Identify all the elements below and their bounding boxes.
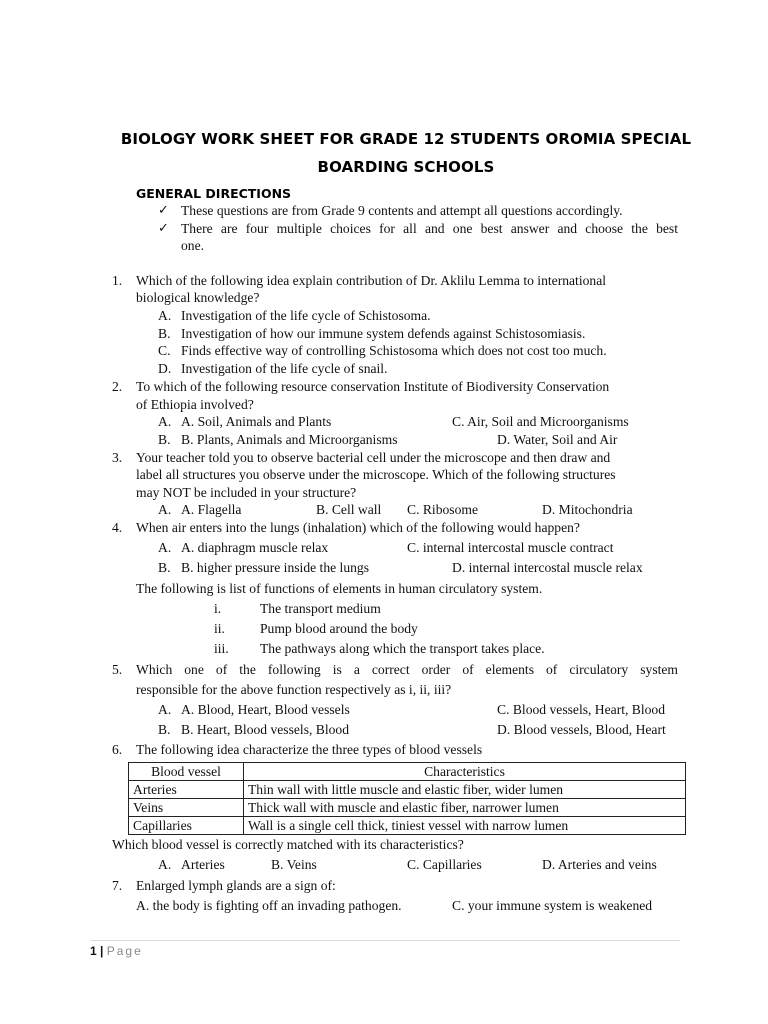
roman-numeral: ii. [214, 621, 225, 636]
question-number: 4. [112, 520, 123, 535]
option-letter: A. [158, 540, 172, 555]
option-text: D. Blood vessels, Blood, Heart [497, 722, 666, 737]
option-text: B. higher pressure inside the lungs [181, 560, 370, 575]
footer-divider [90, 940, 680, 941]
page-footer [90, 943, 143, 961]
option-text: D. Water, Soil and Air [497, 432, 618, 447]
worksheet-title-line2: BOARDING SCHOOLS [317, 158, 495, 176]
option-letter: D. [158, 361, 172, 376]
function-item: The pathways along which the transport takes place. [260, 641, 545, 656]
table-row [129, 781, 686, 799]
question-number: 1. [112, 273, 123, 288]
question-1-text-cont: biological knowledge? [136, 290, 260, 305]
option-letter: B. [158, 432, 171, 447]
direction-item: There are four multiple choices for all and one best answer and choose the best [181, 221, 678, 236]
option-text: D. internal intercostal muscle relax [452, 560, 643, 575]
option-letter: B. [158, 722, 171, 737]
question-number: 2. [112, 379, 123, 394]
option-text: C. internal intercostal muscle contract [407, 540, 614, 555]
option-text: C. your immune system is weakened [452, 898, 653, 913]
table-row [129, 799, 686, 817]
direction-item-continued: one. [181, 238, 205, 253]
question-3-text: Your teacher told you to observe bacterial cell under the microscope and then draw and [136, 450, 611, 465]
question-3-text-cont: may NOT be included in your structure? [136, 485, 357, 500]
question-5-text-cont: responsible for the above function respectively as i, ii, iii? [136, 682, 452, 697]
option-text: D. Mitochondria [542, 502, 633, 517]
table-cell: Capillaries [129, 817, 244, 835]
table-cell: Arteries [129, 781, 244, 799]
option-text: Investigation of how our immune system defends against Schistosomiasis. [181, 326, 586, 341]
function-item: The transport medium [260, 601, 381, 616]
option-text: Finds effective way of controlling Schistosoma which does not cost too much. [181, 343, 607, 358]
check-icon: ✓ [158, 221, 169, 236]
option-letter: B. [158, 326, 171, 341]
question-2-text-cont: of Ethiopia involved? [136, 397, 254, 412]
page-number: 1 [90, 944, 97, 958]
option-text: B. Plants, Animals and Microorganisms [181, 432, 398, 447]
page-label: Page [106, 944, 143, 958]
table-cell: Veins [129, 799, 244, 817]
worksheet-title-line1: BIOLOGY WORK SHEET FOR GRADE 12 STUDENTS OROMIA SPECIAL [120, 130, 692, 148]
circulatory-intro: The following is list of functions of elements in human circulatory system. [136, 581, 543, 596]
option-text: C. Capillaries [407, 857, 482, 872]
option-text: A. Flagella [181, 502, 242, 517]
check-icon: ✓ [158, 203, 169, 218]
question-number: 5. [112, 662, 123, 677]
question-number: 6. [112, 742, 123, 757]
option-text: A. Soil, Animals and Plants [181, 414, 332, 429]
roman-numeral: i. [214, 601, 222, 616]
table-header-row [129, 763, 686, 781]
table-cell: Wall is a single cell thick, tiniest vessel with narrow lumen [244, 817, 686, 835]
option-text: A. diaphragm muscle relax [181, 540, 329, 555]
option-text: B. Veins [271, 857, 317, 872]
table-cell: Thick wall with muscle and elastic fiber, narrower lumen [244, 799, 686, 817]
option-letter: A. [158, 857, 172, 872]
footer-separator: | [100, 944, 104, 958]
option-text: Investigation of the life cycle of snail. [181, 361, 388, 376]
table-cell: Thin wall with little muscle and elastic fiber, wider lumen [244, 781, 686, 799]
option-text: C. Blood vessels, Heart, Blood [497, 702, 666, 717]
direction-item: These questions are from Grade 9 contents and attempt all questions accordingly. [181, 203, 623, 218]
question-7-text: Enlarged lymph glands are a sign of: [136, 878, 336, 893]
function-item: Pump blood around the body [260, 621, 418, 636]
general-directions-heading: GENERAL DIRECTIONS [136, 186, 292, 201]
table-header: Characteristics [244, 763, 686, 781]
roman-numeral: iii. [214, 641, 229, 656]
question-2-text: To which of the following resource conservation Institute of Biodiversity Conservation [136, 379, 610, 394]
question-6-prompt: Which blood vessel is correctly matched with its characteristics? [112, 837, 464, 852]
option-text: C. Air, Soil and Microorganisms [452, 414, 629, 429]
question-1-text: Which of the following idea explain contribution of Dr. Aklilu Lemma to international [136, 273, 607, 288]
option-text: A. the body is fighting off an invading pathogen. [136, 898, 402, 913]
table-header: Blood vessel [129, 763, 244, 781]
option-text: B. Heart, Blood vessels, Blood [181, 722, 350, 737]
option-text: B. Cell wall [316, 502, 382, 517]
option-text: A. Blood, Heart, Blood vessels [181, 702, 350, 717]
question-number: 7. [112, 878, 123, 893]
option-text: C. Ribosome [407, 502, 478, 517]
option-letter: C. [158, 343, 171, 358]
question-4-text: When air enters into the lungs (inhalation) which of the following would happen? [136, 520, 580, 535]
question-5-text: Which one of the following is a correct order of elements of circulatory system [136, 662, 678, 677]
option-letter: A. [158, 308, 172, 323]
blood-vessel-table [128, 762, 686, 835]
question-6-text: The following idea characterize the three types of blood vessels [136, 742, 483, 757]
table-row [129, 817, 686, 835]
question-number: 3. [112, 450, 123, 465]
option-text: Arteries [181, 857, 225, 872]
question-3-text-cont: label all structures you observe under the microscope. Which of the following structures [136, 467, 616, 482]
option-letter: A. [158, 414, 172, 429]
option-text: D. Arteries and veins [542, 857, 657, 872]
option-letter: B. [158, 560, 171, 575]
option-letter: A. [158, 502, 172, 517]
option-text: Investigation of the life cycle of Schistosoma. [181, 308, 431, 323]
option-letter: A. [158, 702, 172, 717]
